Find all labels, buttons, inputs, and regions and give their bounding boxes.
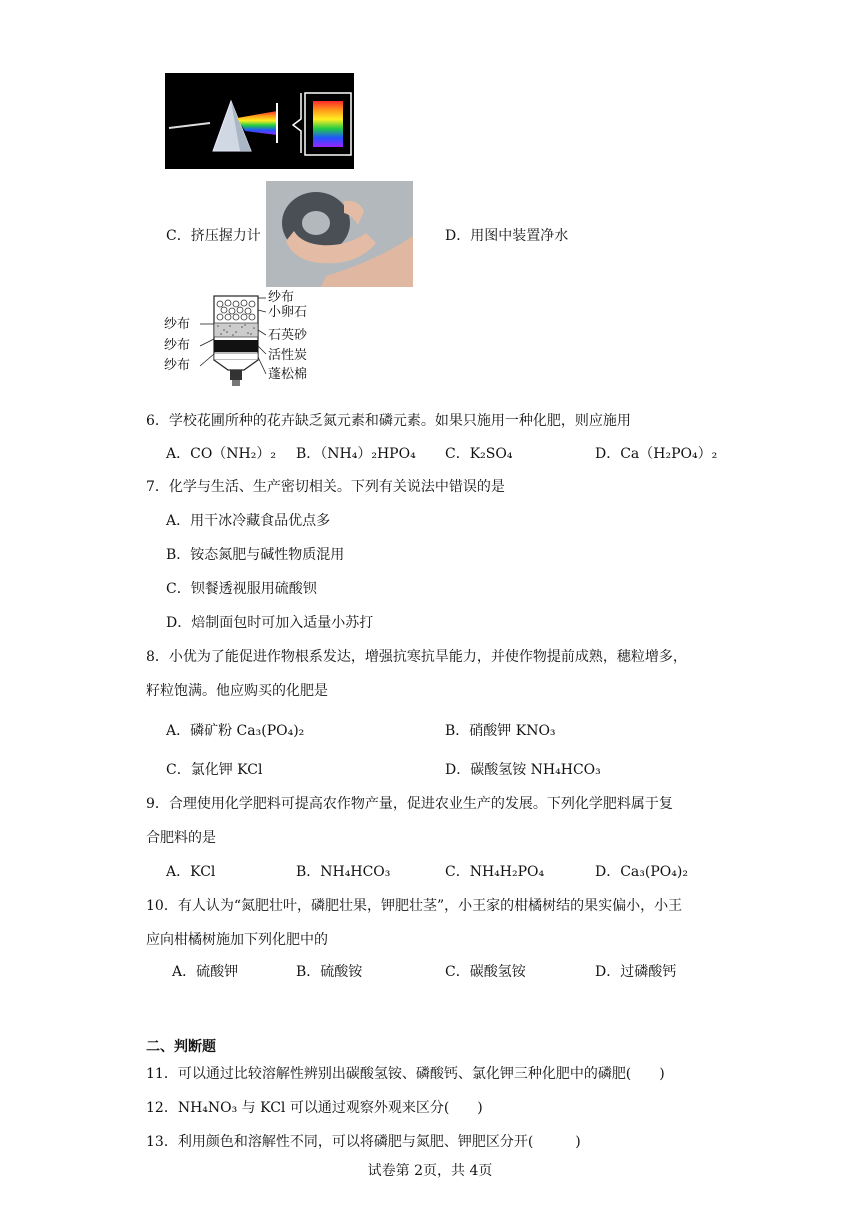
filter-label-activated-carbon: 活性炭	[268, 348, 308, 363]
q8-option-d: D．碳酸氢铵 NH₄HCO₃	[445, 762, 601, 778]
q10-option-b: B．硫酸铵	[296, 964, 363, 980]
q10-option-a: A．硫酸钾	[172, 964, 239, 980]
water-filter-diagram	[158, 290, 328, 388]
q8-option-b: B．硝酸钾 KNO₃	[445, 723, 556, 739]
q9-option-b: B．NH₄HCO₃	[296, 864, 391, 880]
q7-option-d: D．焙制面包时可加入适量小苏打	[166, 615, 374, 631]
q10-stem-line2: 应向柑橘树施加下列化肥中的	[146, 932, 328, 948]
q10-stem-line1: 10．有人认为“氮肥壮叶，磷肥壮果，钾肥壮茎”，小王家的柑橘树结的果实偏小，小王	[146, 898, 683, 914]
q10-option-d: D．过磷酸钙	[595, 964, 677, 980]
filter-label-gauze-top: 纱布	[268, 290, 295, 305]
q9-option-d: D．Ca₃(PO₄)₂	[595, 864, 688, 880]
filter-label-quartz-sand: 石英砂	[268, 328, 308, 343]
q7-option-b: B．铵态氮肥与碱性物质混用	[166, 547, 345, 563]
filter-label-cotton: 蓬松棉	[268, 367, 308, 382]
section-title-judgement: 二、判断题	[146, 1039, 216, 1055]
q6-option-a: A．CO（NH₂）₂	[166, 446, 276, 462]
q5-option-c: C．挤压握力计	[166, 228, 261, 244]
q6-option-d: D．Ca（H₂PO₄）₂	[595, 446, 718, 462]
q6-option-c: C．K₂SO₄	[445, 446, 513, 462]
q8-stem-line1: 8．小优为了能促进作物根系发达，增强抗寒抗旱能力，并使作物提前成熟，穗粒增多，	[146, 649, 687, 665]
page-footer: 试卷第 2页，共 4页	[367, 1163, 493, 1179]
q6-option-b: B．（NH₄）₂HPO₄	[296, 446, 416, 462]
q7-option-c: C．钡餐透视服用硫酸钡	[166, 581, 317, 597]
q10-option-c: C．碳酸氢铵	[445, 964, 526, 980]
filter-label-pebbles: 小卵石	[268, 305, 308, 320]
q6-stem: 6．学校花圃所种的花卉缺乏氮元素和磷元素。如果只施用一种化肥，则应施用	[146, 413, 631, 429]
filter-label-gauze-2: 纱布	[164, 338, 191, 353]
q9-stem-line2: 合肥料的是	[146, 830, 216, 846]
q7-option-a: A．用干冰冷藏食品优点多	[166, 513, 331, 529]
q12-text: 12．NH₄NO₃ 与 KCl 可以通过观察外观来区分( )	[146, 1100, 483, 1116]
q8-stem-line2: 籽粒饱满。他应购买的化肥是	[146, 683, 328, 699]
grip-strengthener-image	[266, 181, 413, 287]
prism-dispersion-image	[165, 73, 354, 169]
filter-label-gauze-3: 纱布	[164, 358, 191, 373]
q11-text: 11．可以通过比较溶解性辨别出碳酸氢铵、磷酸钙、氯化钾三种化肥中的磷肥( )	[146, 1066, 665, 1082]
q8-option-a: A．磷矿粉 Ca₃(PO₄)₂	[166, 723, 305, 739]
filter-label-gauze-1: 纱布	[164, 317, 191, 332]
q7-stem: 7．化学与生活、生产密切相关。下列有关说法中错误的是	[146, 479, 505, 495]
q13-text: 13．利用颜色和溶解性不同，可以将磷肥与氮肥、钾肥区分开( )	[146, 1134, 581, 1150]
q9-option-c: C．NH₄H₂PO₄	[445, 864, 545, 880]
q9-option-a: A．KCl	[166, 864, 216, 880]
q8-option-c: C．氯化钾 KCl	[166, 762, 263, 778]
q9-stem-line1: 9．合理使用化学肥料可提高农作物产量，促进农业生产的发展。下列化学肥料属于复	[146, 796, 673, 812]
q5-option-d: D．用图中装置净水	[445, 228, 569, 244]
